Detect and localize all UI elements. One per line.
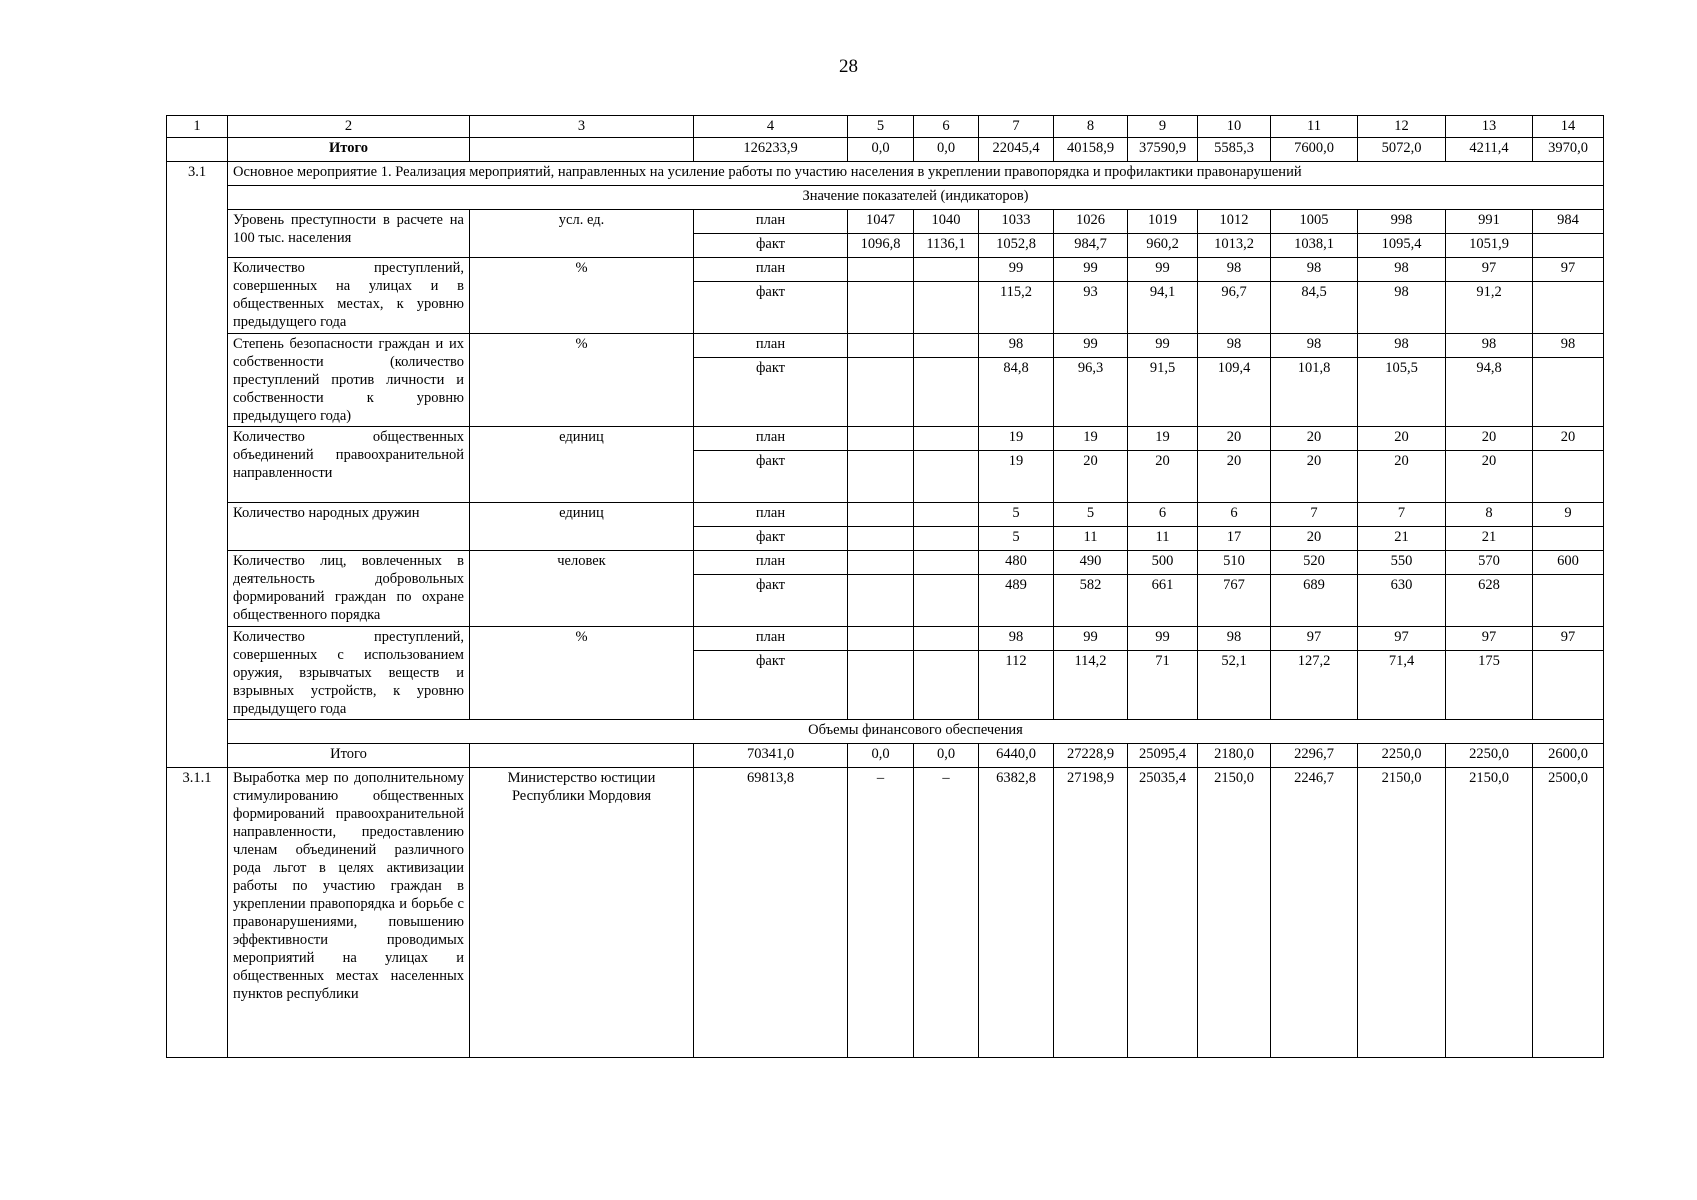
fact-value: 661 <box>1128 575 1198 627</box>
activity-value: 2150,0 <box>1198 768 1271 1058</box>
total-value: 2600,0 <box>1533 744 1604 768</box>
fact-value <box>1533 282 1604 334</box>
indicator-plan-row <box>167 334 1604 358</box>
plan-label: план <box>694 427 848 451</box>
column-header: 7 <box>979 116 1054 138</box>
plan-value: 1005 <box>1271 210 1358 234</box>
plan-value: 97 <box>1358 627 1446 651</box>
fact-label: факт <box>694 234 848 258</box>
plan-value <box>914 551 979 575</box>
total-value: 40158,9 <box>1054 138 1128 162</box>
plan-value: 20 <box>1533 427 1604 451</box>
plan-value: 97 <box>1533 258 1604 282</box>
fact-value <box>1533 651 1604 720</box>
fact-value: 1136,1 <box>914 234 979 258</box>
total-value: 126233,9 <box>694 138 848 162</box>
plan-label: план <box>694 627 848 651</box>
fact-value <box>914 575 979 627</box>
fact-value: 96,3 <box>1054 358 1128 427</box>
total-value: 3970,0 <box>1533 138 1604 162</box>
indicator-unit: единиц <box>470 503 694 551</box>
column-header: 8 <box>1054 116 1128 138</box>
plan-value <box>914 427 979 451</box>
plan-value <box>848 627 914 651</box>
fact-value: 71,4 <box>1358 651 1446 720</box>
column-header: 2 <box>228 116 470 138</box>
plan-value: 520 <box>1271 551 1358 575</box>
fact-value: 689 <box>1271 575 1358 627</box>
total-value: 0,0 <box>914 138 979 162</box>
total-label: Итого <box>228 138 470 162</box>
activity-executor: Министерство юстиции Республики Мордовия <box>470 768 694 1058</box>
indicator-name: Количество преступлений, совершенных на улицах и в общественных местах, к уровню предыдущего года <box>228 258 470 334</box>
fact-value <box>914 358 979 427</box>
column-header: 10 <box>1198 116 1271 138</box>
activity-name: Выработка мер по дополнительному стимулированию общественных формирований правоохранительной направленности, предоставлению членам объединений различного рода льгот в целях активизации работы по участию граждан в укреплении правопорядка и борьбе с правонарушениями, повышению эффективности проводимых мероприятий на улицах и общественных местах населенных пунктов республики <box>228 768 470 1058</box>
fact-value: 960,2 <box>1128 234 1198 258</box>
plan-value: 984 <box>1533 210 1604 234</box>
plan-value: 9 <box>1533 503 1604 527</box>
fact-value: 630 <box>1358 575 1446 627</box>
total-value: 6440,0 <box>979 744 1054 768</box>
fact-value <box>1533 234 1604 258</box>
plan-value <box>914 258 979 282</box>
column-header: 3 <box>470 116 694 138</box>
plan-value: 99 <box>1128 627 1198 651</box>
activity-number: 3.1.1 <box>167 768 228 1058</box>
plan-label: план <box>694 551 848 575</box>
total-value: 27228,9 <box>1054 744 1128 768</box>
total-value: 37590,9 <box>1128 138 1198 162</box>
plan-value: 98 <box>1271 334 1358 358</box>
plan-value: 19 <box>1054 427 1128 451</box>
fact-value: 84,5 <box>1271 282 1358 334</box>
activity-value: 2150,0 <box>1446 768 1533 1058</box>
fact-value <box>1533 575 1604 627</box>
plan-value <box>914 627 979 651</box>
column-header: 4 <box>694 116 848 138</box>
fact-value: 1013,2 <box>1198 234 1271 258</box>
fact-value: 105,5 <box>1358 358 1446 427</box>
fact-value: 52,1 <box>1198 651 1271 720</box>
indicator-unit: единиц <box>470 427 694 503</box>
plan-value: 998 <box>1358 210 1446 234</box>
fact-value: 91,5 <box>1128 358 1198 427</box>
column-header: 11 <box>1271 116 1358 138</box>
indicator-unit: % <box>470 627 694 720</box>
fact-label: факт <box>694 282 848 334</box>
plan-value: 97 <box>1446 258 1533 282</box>
fact-value: 20 <box>1358 451 1446 503</box>
plan-value: 99 <box>1128 334 1198 358</box>
indicator-plan-row <box>167 503 1604 527</box>
fact-value: 175 <box>1446 651 1533 720</box>
indicator-plan-row <box>167 258 1604 282</box>
total-value: 4211,4 <box>1446 138 1533 162</box>
indicator-name: Количество народных дружин <box>228 503 470 551</box>
plan-value: 991 <box>1446 210 1533 234</box>
total-value: 0,0 <box>848 138 914 162</box>
fact-value: 20 <box>1054 451 1128 503</box>
plan-value <box>848 503 914 527</box>
plan-value: 99 <box>1054 334 1128 358</box>
plan-value: 1019 <box>1128 210 1198 234</box>
total-row <box>167 138 1604 162</box>
plan-value: 20 <box>1271 427 1358 451</box>
total-value: 2180,0 <box>1198 744 1271 768</box>
indicator-plan-row <box>167 627 1604 651</box>
total-value: 25095,4 <box>1128 744 1198 768</box>
fact-value: 96,7 <box>1198 282 1271 334</box>
section-total-row <box>167 744 1604 768</box>
plan-value: 97 <box>1271 627 1358 651</box>
plan-value: 1040 <box>914 210 979 234</box>
plan-value <box>914 503 979 527</box>
activity-value: – <box>848 768 914 1058</box>
total-value: 70341,0 <box>694 744 848 768</box>
plan-value: 600 <box>1533 551 1604 575</box>
fact-value: 20 <box>1128 451 1198 503</box>
header-row <box>167 116 1604 138</box>
plan-value: 98 <box>1198 334 1271 358</box>
activity-value: 2500,0 <box>1533 768 1604 1058</box>
column-header: 5 <box>848 116 914 138</box>
indicator-name: Количество лиц, вовлеченных в деятельность добровольных формирований граждан по охране общественного порядка <box>228 551 470 627</box>
total-value: 5585,3 <box>1198 138 1271 162</box>
indicator-name: Количество общественных объединений правоохранительной направленности <box>228 427 470 503</box>
total-value: 2250,0 <box>1446 744 1533 768</box>
fact-value <box>914 651 979 720</box>
fact-value: 20 <box>1446 451 1533 503</box>
column-header: 13 <box>1446 116 1533 138</box>
plan-value: 98 <box>979 334 1054 358</box>
fact-value: 98 <box>1358 282 1446 334</box>
column-header: 1 <box>167 116 228 138</box>
plan-value: 19 <box>1128 427 1198 451</box>
indicator-name: Уровень преступности в расчете на 100 тыс. населения <box>228 210 470 258</box>
plan-value <box>848 551 914 575</box>
fact-value <box>848 651 914 720</box>
plan-value <box>914 334 979 358</box>
fact-value <box>914 527 979 551</box>
fact-label: факт <box>694 651 848 720</box>
indicator-plan-row <box>167 551 1604 575</box>
plan-value: 97 <box>1446 627 1533 651</box>
plan-value <box>848 427 914 451</box>
fact-value: 582 <box>1054 575 1128 627</box>
fact-value <box>848 358 914 427</box>
total-value: 7600,0 <box>1271 138 1358 162</box>
total-value: 22045,4 <box>979 138 1054 162</box>
plan-value: 98 <box>1271 258 1358 282</box>
plan-value: 1026 <box>1054 210 1128 234</box>
plan-value: 490 <box>1054 551 1128 575</box>
fact-value <box>1533 527 1604 551</box>
plan-value: 1047 <box>848 210 914 234</box>
plan-value: 98 <box>1198 627 1271 651</box>
fact-value: 984,7 <box>1054 234 1128 258</box>
indicator-unit: усл. ед. <box>470 210 694 258</box>
indicator-plan-row <box>167 210 1604 234</box>
plan-value: 7 <box>1358 503 1446 527</box>
plan-value: 6 <box>1198 503 1271 527</box>
activity-row <box>167 768 1604 1058</box>
indicator-unit: человек <box>470 551 694 627</box>
fact-value: 115,2 <box>979 282 1054 334</box>
fact-value: 114,2 <box>1054 651 1128 720</box>
total-value: 2296,7 <box>1271 744 1358 768</box>
plan-value: 98 <box>1358 258 1446 282</box>
plan-value: 8 <box>1446 503 1533 527</box>
fact-value <box>848 527 914 551</box>
fact-value <box>1533 358 1604 427</box>
fact-value: 767 <box>1198 575 1271 627</box>
fact-value: 94,1 <box>1128 282 1198 334</box>
plan-value: 20 <box>1198 427 1271 451</box>
fact-value: 11 <box>1054 527 1128 551</box>
plan-value: 7 <box>1271 503 1358 527</box>
fact-value: 628 <box>1446 575 1533 627</box>
plan-label: план <box>694 210 848 234</box>
fact-value: 93 <box>1054 282 1128 334</box>
activity-value: 2246,7 <box>1271 768 1358 1058</box>
plan-value: 98 <box>979 627 1054 651</box>
plan-label: план <box>694 258 848 282</box>
fact-value: 17 <box>1198 527 1271 551</box>
fact-label: факт <box>694 575 848 627</box>
plan-value: 99 <box>1054 258 1128 282</box>
fact-value: 1051,9 <box>1446 234 1533 258</box>
plan-value: 5 <box>1054 503 1128 527</box>
fact-value: 1052,8 <box>979 234 1054 258</box>
activity-value: 25035,4 <box>1128 768 1198 1058</box>
plan-value: 98 <box>1198 258 1271 282</box>
plan-value: 99 <box>979 258 1054 282</box>
fact-value <box>914 451 979 503</box>
fact-value: 1095,4 <box>1358 234 1446 258</box>
fact-value: 21 <box>1358 527 1446 551</box>
fact-value <box>848 575 914 627</box>
fact-value: 127,2 <box>1271 651 1358 720</box>
fact-value: 20 <box>1198 451 1271 503</box>
indicator-name: Степень безопасности граждан и их собственности (количество преступлений против личности и собственности к уровню предыдущего года) <box>228 334 470 427</box>
activity-value: 6382,8 <box>979 768 1054 1058</box>
fact-value: 91,2 <box>1446 282 1533 334</box>
plan-value: 98 <box>1358 334 1446 358</box>
plan-value <box>848 258 914 282</box>
activity-value: 2150,0 <box>1358 768 1446 1058</box>
plan-value: 510 <box>1198 551 1271 575</box>
section-number: 3.1 <box>167 162 228 768</box>
section-title-row <box>167 162 1604 186</box>
plan-value: 20 <box>1446 427 1533 451</box>
page-number: 28 <box>839 56 858 77</box>
fact-value: 20 <box>1271 451 1358 503</box>
indicator-unit: % <box>470 334 694 427</box>
indicator-plan-row <box>167 427 1604 451</box>
plan-value: 19 <box>979 427 1054 451</box>
plan-value: 1012 <box>1198 210 1271 234</box>
fact-value: 5 <box>979 527 1054 551</box>
plan-value: 98 <box>1533 334 1604 358</box>
fact-value: 19 <box>979 451 1054 503</box>
plan-value: 570 <box>1446 551 1533 575</box>
finance-title: Объемы финансового обеспечения <box>228 720 1604 744</box>
plan-value <box>848 334 914 358</box>
fact-value: 109,4 <box>1198 358 1271 427</box>
indicators-title: Значение показателей (индикаторов) <box>228 186 1604 210</box>
column-header: 14 <box>1533 116 1604 138</box>
fact-value: 11 <box>1128 527 1198 551</box>
fact-value <box>848 282 914 334</box>
fact-label: факт <box>694 451 848 503</box>
fact-label: факт <box>694 358 848 427</box>
plan-label: план <box>694 334 848 358</box>
plan-value: 97 <box>1533 627 1604 651</box>
table-cell <box>167 138 228 162</box>
fact-label: факт <box>694 527 848 551</box>
section-title: Основное мероприятие 1. Реализация мероприятий, направленных на усиление работы по участию населения в укреплении правопорядка и профилактики правонарушений <box>228 162 1604 186</box>
total-value: 2250,0 <box>1358 744 1446 768</box>
table-cell <box>470 138 694 162</box>
plan-value: 1033 <box>979 210 1054 234</box>
fact-value: 71 <box>1128 651 1198 720</box>
fact-value: 84,8 <box>979 358 1054 427</box>
fact-value: 489 <box>979 575 1054 627</box>
plan-value: 5 <box>979 503 1054 527</box>
finance-title-row <box>167 720 1604 744</box>
plan-value: 98 <box>1446 334 1533 358</box>
indicator-unit: % <box>470 258 694 334</box>
fact-value: 21 <box>1446 527 1533 551</box>
total-value: 5072,0 <box>1358 138 1446 162</box>
total-label: Итого <box>228 744 470 768</box>
fact-value: 94,8 <box>1446 358 1533 427</box>
plan-value: 500 <box>1128 551 1198 575</box>
fact-value: 20 <box>1271 527 1358 551</box>
plan-value: 6 <box>1128 503 1198 527</box>
plan-label: план <box>694 503 848 527</box>
fact-value: 1038,1 <box>1271 234 1358 258</box>
activity-value: 27198,9 <box>1054 768 1128 1058</box>
indicator-name: Количество преступлений, совершенных с использованием оружия, взрывчатых веществ и взрывных устройств, к уровню предыдущего года <box>228 627 470 720</box>
fact-value: 112 <box>979 651 1054 720</box>
indicators-title-row <box>167 186 1604 210</box>
plan-value: 99 <box>1128 258 1198 282</box>
fact-value <box>914 282 979 334</box>
column-header: 6 <box>914 116 979 138</box>
fact-value <box>1533 451 1604 503</box>
table-cell <box>470 744 694 768</box>
fact-value: 1096,8 <box>848 234 914 258</box>
fact-value: 101,8 <box>1271 358 1358 427</box>
total-value: 0,0 <box>848 744 914 768</box>
column-header: 9 <box>1128 116 1198 138</box>
plan-value: 550 <box>1358 551 1446 575</box>
total-value: 0,0 <box>914 744 979 768</box>
fact-value <box>848 451 914 503</box>
plan-value: 20 <box>1358 427 1446 451</box>
plan-value: 99 <box>1054 627 1128 651</box>
activity-value: 69813,8 <box>694 768 848 1058</box>
column-header: 12 <box>1358 116 1446 138</box>
program-table <box>166 115 1604 1058</box>
activity-value: – <box>914 768 979 1058</box>
plan-value: 480 <box>979 551 1054 575</box>
